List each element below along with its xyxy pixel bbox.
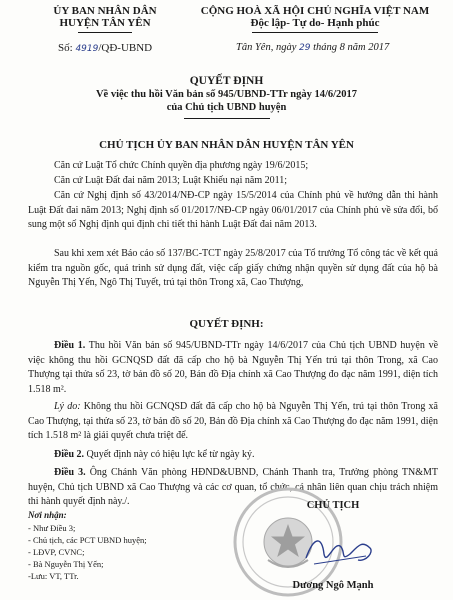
decision-subtitle-2: của Chủ tịch UBND huyện [166, 102, 287, 113]
recipient-item: - Chủ tịch, các PCT UBND huyện; [28, 535, 147, 545]
org-underline [78, 32, 132, 33]
recipient-item: - LĐVP, CVNC; [28, 547, 85, 557]
recipient-item: - Bà Nguyễn Thị Yến; [28, 559, 104, 569]
recipient-item: -Lưu: VT, TTr. [28, 571, 79, 581]
doc-number-handwritten: 4919 [75, 44, 99, 54]
org-line1: ỦY BAN NHÂN DÂN [53, 5, 157, 17]
signer-name: Dương Ngô Mạnh [292, 580, 374, 591]
basis-1: Căn cứ Luật Tổ chức Chính quyền địa phương ngày 19/6/2015; [54, 160, 309, 171]
basis-3: Căn cứ Nghị định số 43/2014/NĐ-CP ngày 15/5/2014 của Chính phủ về hướng dẫn thi hành Luật Đất đai năm 2013; Nghị định số 01/2017/NĐ-CP ngày 06/01/2017 của Chính phủ về sửa đổi, bổ sung một số Nghị định qui định chi tiết thi hành Luật Đất đai năm 2013. [28, 190, 438, 230]
authority-heading: CHỦ TỊCH ỦY BAN NHÂN DÂN HUYỆN TÂN YÊN [99, 139, 354, 151]
article-1: Điều 1. Thu hồi Văn bản số 945/UBND-TTr ngày 14/6/2017 của Chủ tịch UBND huyện về việc không thu hồi GCNQSD đất đã cấp cho hộ bà Nguyễn Thị Yến trú tại thôn Trong, xã Cao Thượng tại thửa số 23, tờ bản đồ số 20, Bản đồ Địa chính xã Cao Thượng đo đạc năm 1991, diện tích 1.518 m². [28, 340, 439, 395]
basis-4: Sau khi xem xét Báo cáo số 137/BC-TCT ngày 25/8/2017 của Tổ trưởng Tổ công tác về kết quả kiểm tra nguồn gốc, quá trình sử dụng đất, việc cấp giấy chứng nhận quyền sử dụng đất của hộ bà Nguyễn Thị Yến, Ngô Thị Tuyết, trú tại thôn Trong xã, Cao Thượng, [28, 248, 438, 288]
handwritten-signature [300, 528, 380, 572]
title-underline [184, 118, 270, 119]
republic-title: CỘNG HOÀ XÃ HỘI CHỦ NGHĨA VIỆT NAM [200, 5, 430, 17]
recipients-heading: Nơi nhận: [28, 510, 67, 520]
decision-heading: QUYẾT ĐỊNH: [189, 318, 264, 330]
article-1-reason: Lý do: Không thu hồi GCNQSD đất đã cấp cho hộ bà Nguyễn Thị Yến, trú tại thôn Trong xã Cao Thượng, tại thửa số 23, tờ bản đồ số 20, Bản đồ Địa chính xã Cao Thượng đo đạc năm 1991, diện tích 1.518 m² là giải quyết chưa triệt để. [28, 401, 438, 441]
doc-number: Số: 4919/QĐ-UBND [58, 42, 153, 54]
decision-title: QUYẾT ĐỊNH [189, 75, 264, 87]
decision-subtitle-1: Về việc thu hồi Văn bản số 945/UBND-TTr ngày 14/6/2017 [95, 89, 358, 100]
org-line2: HUYỆN TÂN YÊN [59, 17, 151, 29]
article-3: Điều 3. Ông Chánh Văn phòng HĐND&UBND, Chánh Thanh tra, Trưởng phòng TN&MT huyện, Chủ tịch UBND xã Cao Thượng và các cơ quan, tổ chức, cá nhân liên quan chịu trách nhiệm thi hành quyết định này./. [28, 467, 438, 507]
motto-underline [252, 32, 378, 33]
signer-title: CHỦ TỊCH [306, 500, 360, 511]
basis-2: Căn cứ Luật Đất đai năm 2013; Luật Khiếu nại năm 2011; [54, 175, 288, 186]
recipient-item: - Như Điều 3; [28, 523, 76, 533]
date-handwritten: 29 [299, 43, 311, 53]
doc-date: Tân Yên, ngày 29 tháng 8 năm 2017 [236, 42, 390, 53]
motto: Độc lập- Tự do- Hạnh phúc [250, 17, 380, 29]
article-2: Điều 2. Quyết định này có hiệu lực kể từ ngày ký. [54, 449, 255, 460]
